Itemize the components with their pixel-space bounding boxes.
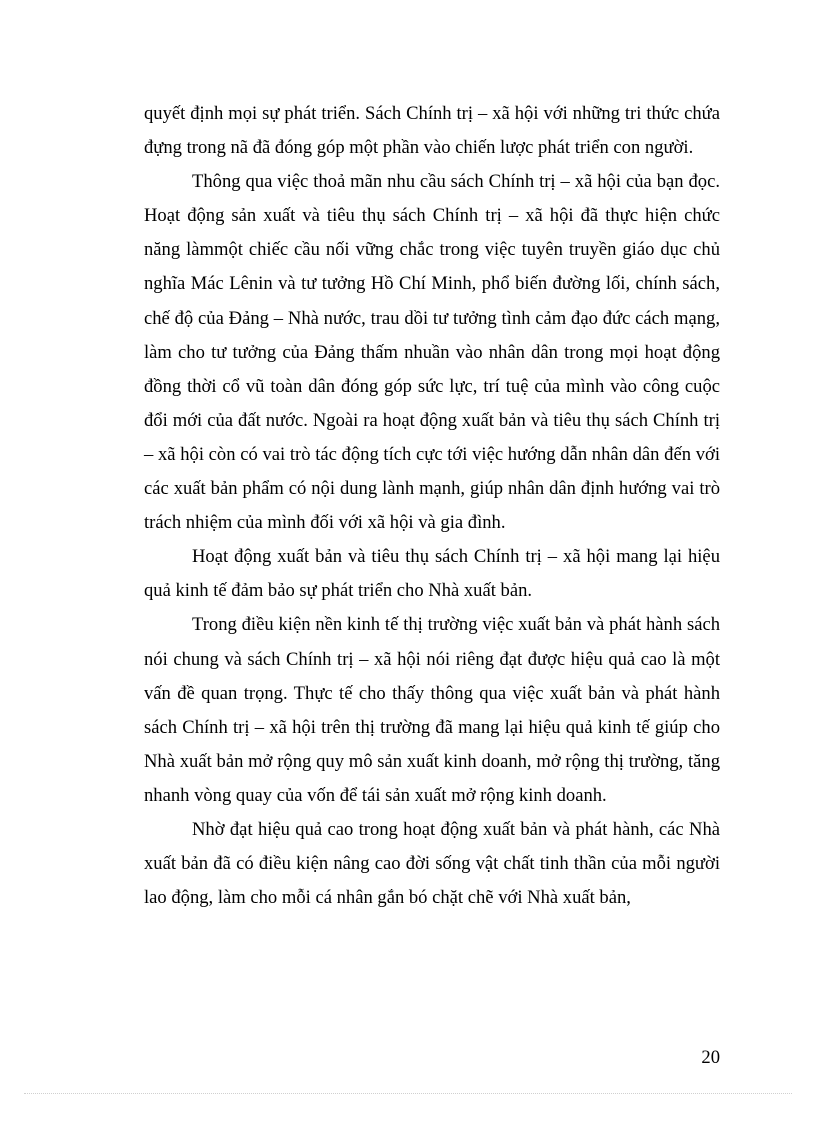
body-text	[144, 97, 720, 915]
page-bottom-divider	[24, 1093, 792, 1094]
page-number: 20	[701, 1047, 720, 1068]
paragraph-market-economy: Trong điều kiện nền kinh tế thị trường việc xuất bản và phát hành sách nói chung và sách Chính trị – xã hội nói riêng đạt được hiệu quả cao là một vấn đề quan trọng. Thực tế cho thấy thông qua việc xuất bản và phát hành sách Chính trị – xã hội trên thị trường đã mang lại hiệu quả kinh tế giúp cho Nhà xuất bản mở rộng quy mô sản xuất kinh doanh, mở rộng thị trường, tăng nhanh vòng quay của vốn để tái sản xuất mở rộng kinh doanh.	[144, 614, 720, 806]
paragraph-continuation: quyết định mọi sự phát triển. Sách Chính trị – xã hội với những tri thức chứa đựng trong nã đã đóng góp một phần vào chiến lược phát triển con người.	[144, 103, 720, 159]
paragraph-economic-efficiency: Hoạt động xuất bản và tiêu thụ sách Chính trị – xã hội mang lại hiệu quả kinh tế đảm bảo sự phát triển cho Nhà xuất bản.	[144, 546, 720, 602]
paragraph-worker-welfare: Nhờ đạt hiệu quả cao trong hoạt động xuất bản và phát hành, các Nhà xuất bản đã có điều kiện nâng cao đời sống vật chất tinh thần của mỗi người lao động, làm cho mỗi cá nhân gắn bó chặt chẽ với Nhà xuất bản,	[144, 818, 720, 909]
paragraph-reader-needs: Thông qua việc thoả mãn nhu cầu sách Chính trị – xã hội của bạn đọc. Hoạt động sản xuất và tiêu thụ sách Chính trị – xã hội đã thực hiện chức năng làmmột chiếc cầu nối vững chắc trong việc tuyên truyền giáo dục chủ nghĩa Mác Lênin và tư tưởng Hồ Chí Minh, phổ biến đường lối, chính sách, chế độ của Đảng – Nhà nước, trau dồi tư tưởng tình cảm đạo đức cách mạng, làm cho tư tưởng của Đảng thấm nhuần vào nhân dân trong mọi hoạt động đồng thời cổ vũ toàn dân đóng góp sức lực, trí tuệ của mình vào công cuộc đổi mới của đất nước. Ngoài ra hoạt động xuất bản và tiêu thụ sách Chính trị – xã hội còn có vai trò tác động tích cực tới việc hướng dẫn nhân dân đến với các xuất bản phẩm có nội dung lành mạnh, giúp nhân dân định hướng vai trò trách nhiệm của mình đối với xã hội và gia đình.	[144, 171, 720, 534]
